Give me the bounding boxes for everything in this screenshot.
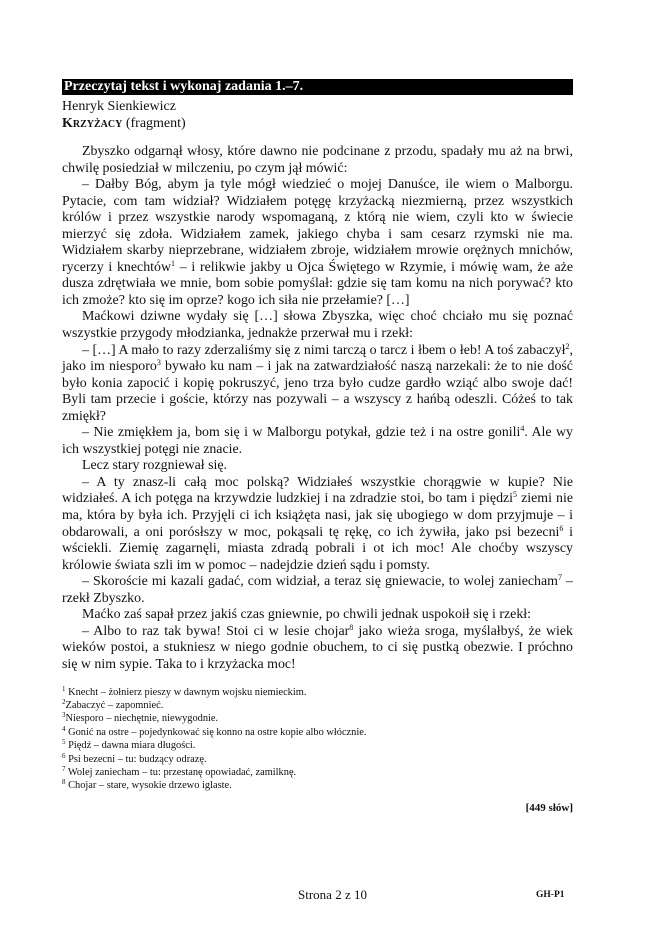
footnote-number: 8 [62, 778, 66, 787]
footnote [62, 739, 573, 752]
footnote-number: 6 [62, 751, 66, 760]
word-count: [449 słów] [525, 801, 573, 814]
footnote-number: 3 [62, 711, 66, 720]
paragraph-text: – Dałby Bóg, abym ja tyle mógł wiedzieć o mojej Danuśce, ile wiem o Malborgu. Pytacie, com tam widział? Widziałem potęgę krzyżacką niezmierną, przez wszystkich królów i przez wszystkie narody wspomaganą, z którą nie wiem, czyli kto w świecie mierzyć się zdoła. Widziałem zamek, jakiego chyba i sam cesarz rzymski nie ma. Widziałem skarby nieprzebrane, widziałem zbroje, widziałem mrowie orężnych mnichów, rycerzy i knechtów [62, 177, 573, 275]
footnote-text: Niesporo – niechętnie, niewygodnie. [65, 713, 219, 725]
paragraph-text: – Skoroście mi kazali gadać, com widział, a teraz się gniewacie, to wolej zaniecham [82, 574, 558, 590]
paragraph-text: Lecz stary rozgniewał się. [82, 458, 228, 474]
footnote-text: Psi bezecni – tu: budzący odrazę. [65, 753, 207, 765]
paragraph-text: . Ale wy ich wszystkiej potęgi nie znacie. [62, 425, 573, 457]
footnote-ref: 4 [520, 424, 525, 434]
footnote-ref: 1 [170, 258, 175, 268]
page-number: Strona 2 z 10 [298, 887, 367, 902]
footnote [62, 766, 573, 779]
paragraph [62, 144, 573, 177]
footnote [62, 686, 573, 699]
footnote-ref: 8 [349, 622, 354, 632]
footnote [62, 779, 573, 792]
footnote-ref: 6 [559, 523, 564, 533]
work-title [62, 116, 573, 133]
paragraph-text: – i relikwie jakby u Ojca Świętego w Rzymie, i mówię wam, że aże dusza zdrętwiała we mnie, bom sobie pomyślał: gdzie się tam komu na nich porywać? kto ich zmoże? kto się im oprze? kogo ich siła nie przełamie? […] [62, 259, 573, 308]
footnote [62, 699, 573, 712]
footnote [62, 753, 573, 766]
paragraph [62, 574, 573, 607]
footnote [62, 712, 573, 725]
footnote-text: Chojar – stare, wysokie drzewo iglaste. [65, 780, 232, 792]
paragraph-text: – Nie zmiękłem ja, bom się i w Malborgu potykał, gdzie też i na ostre gonili [82, 425, 521, 441]
paragraph [62, 475, 573, 574]
paragraph [62, 343, 573, 426]
page-content [62, 79, 573, 815]
footnote [62, 726, 573, 739]
author: Henryk Sienkiewicz [62, 99, 176, 114]
footnote-number: 2 [62, 697, 66, 706]
paragraph-text: , jako im niesporo [62, 342, 573, 375]
paragraph-text: – […] A mało to razy zderzaliśmy się z nimi tarczą o tarcz i łbem o łeb! A toś zabaczył [82, 342, 566, 358]
paragraph [62, 624, 573, 674]
footnote-number: 1 [62, 684, 66, 693]
footnote-ref: 2 [565, 341, 570, 351]
title-suffix: (fragment) [122, 115, 186, 131]
document-code: GH-P1 [536, 890, 565, 900]
paragraph-text: bywało ku nam – i jak na zatwardziałość naszą narzekali: że to nie dość było konia zapocić i kopię pokruszyć, jeno trza było cudze gardło wziąć albo swoje dać! Byli tam przecie i goście, którzy nas pozywali – a wszyscy z hańbą odeszli. Cóżeś to tak zmiękł? [62, 359, 573, 424]
paragraph-text: jako wieża sroga, myślałbyś, że wiek wieków postoi, a stukniesz w niego godnie obuchem, to ci się pustką obezwie. I próchno się w nim sypie. Taka to i krzyżacka moc! [62, 623, 573, 672]
instruction-header: Przeczytaj tekst i wykonaj zadania 1.–7. [62, 79, 573, 95]
footnote-number: 5 [62, 738, 66, 747]
footnote-ref: 7 [557, 573, 562, 583]
text-body [62, 144, 573, 674]
footnote-text: Knecht – żołnierz pieszy w dawnym wojsku niemieckim. [65, 686, 307, 698]
footnote-ref: 5 [513, 490, 518, 500]
paragraph-text: – A ty znasz-li całą moc polską? Widziałeś wszystkie chorągwie w kupie? Nie widziałeś. A ich potęga na krzywdzie ludzkiej i na zdradzie stoi, bo tam i piędzi [62, 474, 573, 507]
paragraph-text: – Albo to raz tak bywa! Stoi ci w lesie chojar [82, 623, 350, 639]
footnote-ref: 3 [156, 358, 161, 368]
footnotes [62, 686, 573, 793]
paragraph [62, 607, 573, 624]
paragraph-text: ziemi nie ma, która by była ich. Przyjęli ci ich książęta nasi, jak się ubogiego w dom przyjmuje – i obdarowali, a oni porósłszy w moc, pokąsali tę rękę, co ich żywiła, jako psi bezecni [62, 491, 573, 540]
footnote-number: 7 [62, 764, 66, 773]
paragraph [62, 458, 573, 475]
footnote-text: Wolej zaniecham – tu: przestanę opowiadać, zamilknę. [65, 766, 297, 778]
footnote-text: Gonić na ostre – pojedynkować się konno na ostre kopie albo włócznie. [65, 726, 367, 738]
paragraph [62, 177, 573, 309]
paragraph-text: Maćkowi dziwne wydały się […] słowa Zbyszka, więc choć chciało mu się poznać wszystkie przygody młodzianka, jednakże przerwał mu i rzekł: [62, 309, 573, 342]
footnote-text: Zabaczyć – zapomnieć. [65, 699, 164, 711]
paragraph [62, 309, 573, 342]
paragraph [62, 425, 573, 458]
paragraph-text: Zbyszko odgarnął włosy, które dawno nie podcinane z przodu, spadały mu aż na brwi, chwilę posiedział w milczeniu, po czym jął mówić: [62, 144, 573, 176]
paragraph-text: – rzekł Zbyszko. [62, 574, 573, 606]
paragraph-text: Maćko zaś sapał przez jakiś czas gniewnie, po chwili jednak uspokoił się i rzekł: [82, 607, 531, 623]
title-text: Krzyżacy [62, 115, 123, 131]
paragraph-text: i wściekli. Ziemię zagarnęli, miasta zdradą pobrali i ot ich moc! Ale choćby wszyscy królowie świata szli im w pomoc – nadejdzie dzień sądu i pomsty. [62, 524, 573, 573]
footnote-text: Piędź – dawna miara długości. [65, 740, 196, 752]
footnote-number: 4 [62, 724, 66, 733]
